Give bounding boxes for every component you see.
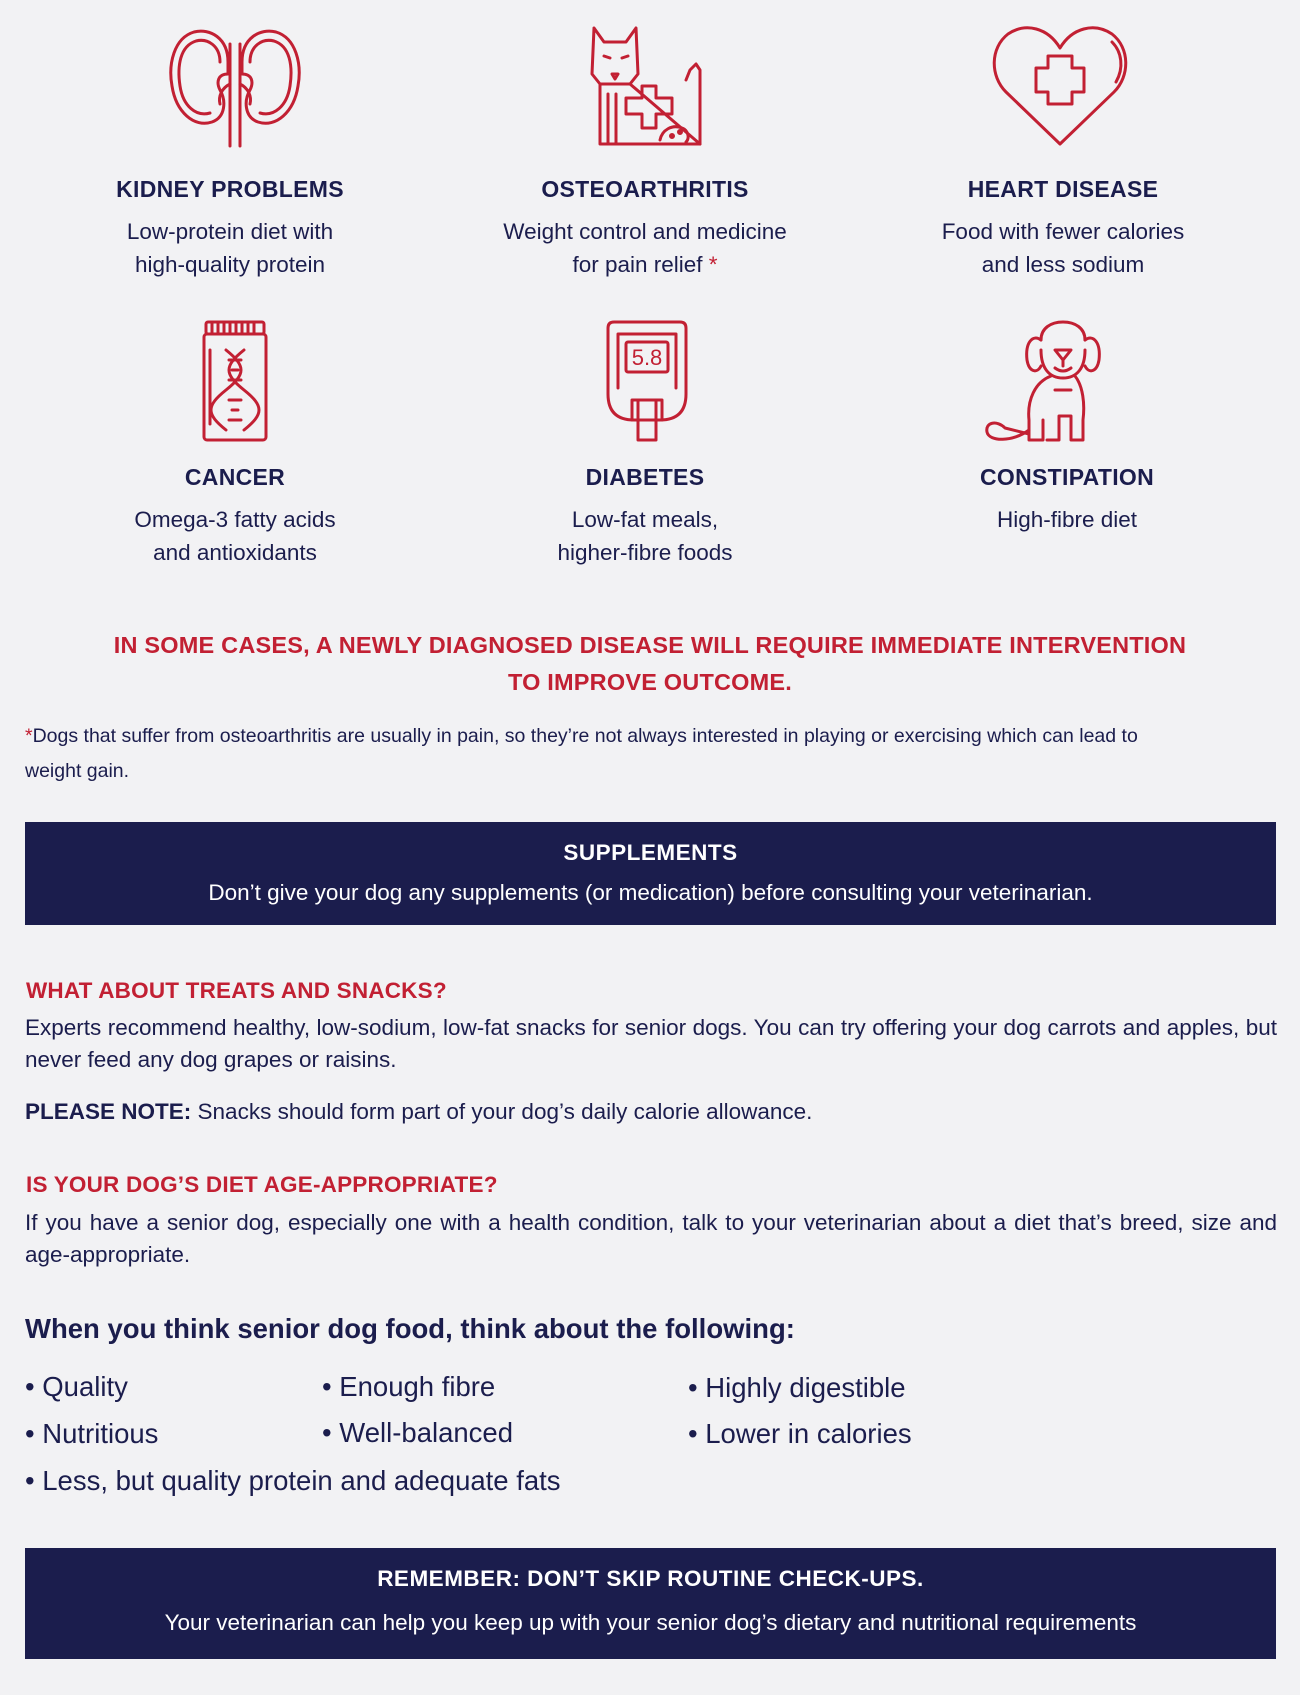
bullet-quality: • Quality [25,1371,128,1402]
footnote-text: Dogs that suffer from osteoarthritis are usually in pain, so they’re not always interested in playing or exercising which can lead to weight gain. [25,725,1138,782]
remember-text: Your veterinarian can help you keep up with your senior dog’s dietary and nutritional requirements [164,1610,1137,1635]
kidney-icon [168,24,302,153]
dna-jar-icon [202,320,268,449]
condition-desc: Low-fat meals, higher-fibre foods [557,507,733,565]
glucose-meter-icon [606,320,688,447]
condition-title: DIABETES [585,464,705,490]
condition-heart [853,176,1273,281]
condition-title: CANCER [184,464,286,490]
supplements-title: SUPPLEMENTS [563,840,738,865]
condition-kidney [20,176,440,281]
treats-heading: WHAT ABOUT TREATS AND SNACKS? [26,978,447,1003]
remember-banner [25,1548,1276,1659]
bullet-enough-fibre: • Enough fibre [322,1371,496,1402]
remember-title: REMEMBER: DON’T SKIP ROUTINE CHECK-UPS. [377,1566,924,1591]
age-heading: IS YOUR DOG’S DIET AGE-APPROPRIATE? [26,1172,498,1197]
age-text: If you have a senior dog, especially one with a health condition, talk to your veterinarian about a diet that’s breed, size and age-appropriate. [25,1210,1277,1267]
condition-cancer [25,464,445,569]
please-note [25,1096,1277,1128]
condition-desc: High-fibre diet [996,507,1138,532]
please-note-text: Snacks should form part of your dog’s daily calorie allowance. [191,1099,813,1124]
condition-constipation [857,464,1277,536]
condition-diabetes [435,464,855,569]
supplements-text: Don’t give your dog any supplements (or medication) before consulting your veterinarian. [208,880,1093,905]
bullet-nutritious: • Nutritious [25,1418,159,1449]
intervention-warning: IN SOME CASES, A NEWLY DIAGNOSED DISEASE WILL REQUIRE IMMEDIATE INTERVENTION TO IMPROVE OUTCOME. [113,632,1187,695]
footnote-mark: * [25,725,33,747]
condition-desc-wrap [435,215,855,281]
condition-desc: Weight control and medicine for pain relief [503,219,787,277]
condition-desc: Omega-3 fatty acids and antioxidants [134,507,336,565]
bullet-protein-fats: • Less, but quality protein and adequate fats [25,1465,561,1496]
footnote [25,719,1265,789]
condition-title: OSTEOARTHRITIS [541,176,749,202]
think-heading: When you think senior dog food, think about the following: [25,1313,795,1344]
bullet-lower-calories: • Lower in calories [688,1418,912,1449]
condition-title: HEART DISEASE [967,176,1159,202]
sitting-dog-icon [983,320,1119,447]
bullet-highly-digestible: • Highly digestible [688,1372,906,1403]
footnote-asterisk: * [708,252,718,277]
treats-text: Experts recommend healthy, low-sodium, low-fat snacks for senior dogs. You can try offering your dog carrots and apples, but never feed any dog grapes or raisins. [25,1015,1277,1072]
please-note-label: PLEASE NOTE: [25,1099,192,1124]
heart-cross-icon [990,24,1130,153]
supplements-banner [25,822,1276,925]
condition-title: KIDNEY PROBLEMS [116,176,344,202]
condition-title: CONSTIPATION [980,464,1154,490]
sick-cat-icon [590,24,710,153]
condition-osteoarthritis [435,176,855,281]
bullet-well-balanced: • Well-balanced [322,1417,514,1448]
condition-desc: Low-protein diet with high-quality protein [126,219,334,277]
meter-reading: 5.8 [631,345,663,370]
condition-desc: Food with fewer calories and less sodium [941,219,1185,277]
